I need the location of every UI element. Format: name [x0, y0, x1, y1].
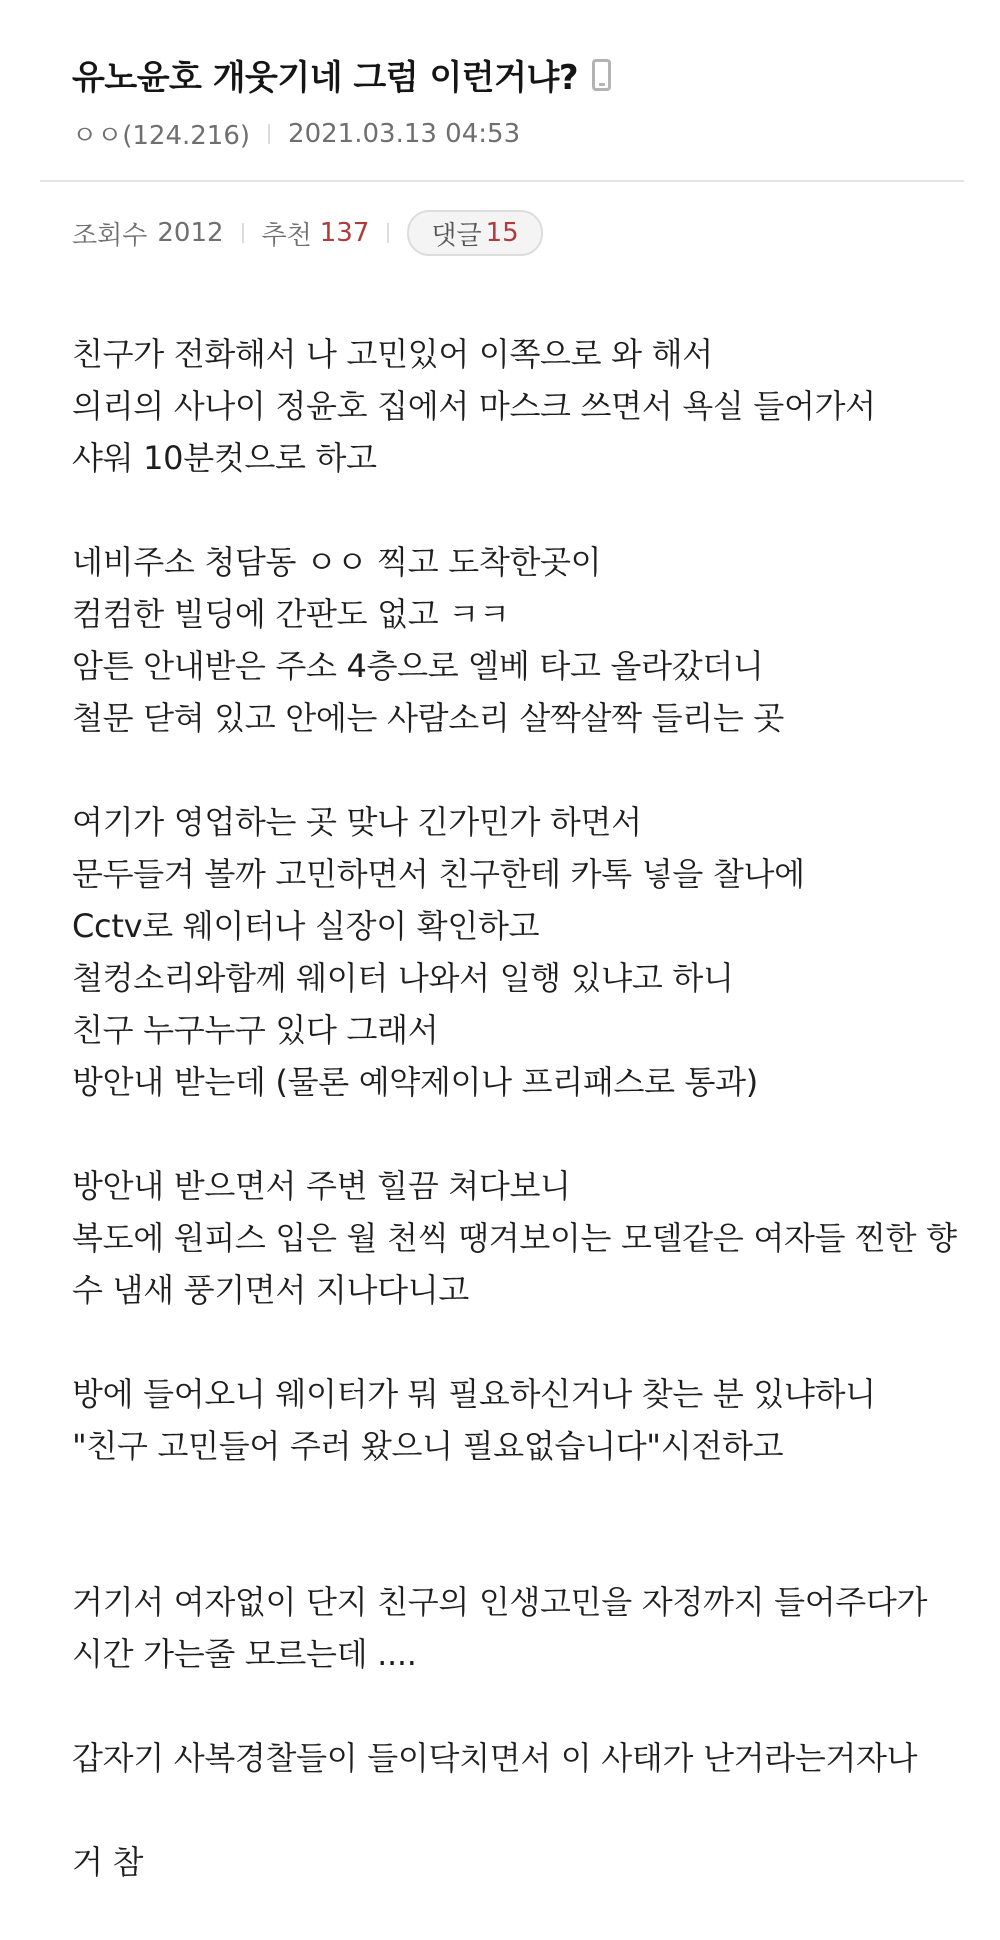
body-paragraph	[72, 1576, 952, 1680]
body-line: 거 참	[72, 1843, 144, 1881]
post-datetime: 2021.03.13 04:53	[288, 118, 521, 149]
stats-separator	[387, 223, 389, 243]
body-line: 갑자기 사복경찰들이 들이닥치면서 이 사태가 난거라는거자나	[72, 1739, 918, 1777]
meta-separator	[268, 124, 270, 144]
post-body	[72, 328, 957, 1940]
body-line: 여기가 영업하는 곳 맞나 긴가민가 하면서	[72, 803, 642, 841]
post-meta	[72, 115, 520, 152]
body-line: 문두들겨 볼까 고민하면서 친구한테 카톡 넣을 찰나에	[72, 855, 805, 893]
body-paragraph	[72, 796, 952, 1108]
body-line: 방안내 받는데 (물론 예약제이나 프리패스로 통과)	[72, 1063, 758, 1101]
body-line: 방에 들어오니 웨이터가 뭐 필요하신거나 찾는 분 있냐하니	[72, 1375, 876, 1413]
body-line: 시간 가는줄 모르는데 ....	[72, 1635, 417, 1673]
body-line: 복도에 원피스 입은 월 천씩 땡겨보이는 모델같은 여자들 찐한 향	[72, 1219, 957, 1257]
body-line: 친구 누구누구 있다 그래서	[72, 1011, 439, 1049]
stats-separator	[242, 223, 244, 243]
author-name[interactable]: ㅇㅇ(124.216)	[72, 121, 251, 151]
recommend-label: 추천	[261, 220, 312, 251]
body-line: 샤워 10분컷으로 하고	[72, 439, 377, 477]
body-line: 암튼 안내받은 주소 4층으로 엘베 타고 올라갔더니	[72, 647, 764, 685]
views-label: 조회수	[72, 220, 148, 251]
body-line: 의리의 사나이 정윤호 집에서 마스크 쓰면서 욕실 들어가서	[72, 387, 876, 425]
body-line: 수 냄새 풍기면서 지나다니고	[72, 1271, 469, 1309]
mobile-phone-icon	[592, 59, 611, 91]
recommend-count: 137	[319, 218, 370, 248]
post-title: 유노윤호 개웃기네 그럼 이런거냐?	[72, 58, 579, 98]
body-line: 거기서 여자없이 단지 친구의 인생고민을 자정까지 들어주다가	[72, 1583, 928, 1621]
body-line: 친구가 전화해서 나 고민있어 이쪽으로 와 해서	[72, 335, 713, 373]
comments-label: 댓글	[431, 220, 482, 251]
body-line: 방안내 받으면서 주변 힐끔 쳐다보니	[72, 1167, 571, 1205]
body-paragraph	[72, 1732, 952, 1784]
comments-button[interactable]	[407, 210, 542, 256]
body-paragraph	[72, 328, 952, 484]
comments-count: 15	[485, 218, 519, 248]
body-paragraph	[72, 1368, 952, 1472]
body-line: 컴컴한 빌딩에 간판도 없고 ㅋㅋ	[72, 595, 510, 633]
views-count: 2012	[157, 218, 224, 248]
post-stats	[72, 210, 543, 256]
post-title-row	[72, 50, 611, 99]
header-divider	[40, 180, 964, 182]
body-line: Cctv로 웨이터나 실장이 확인하고	[72, 907, 540, 945]
body-line: 철컹소리와함께 웨이터 나와서 일행 있냐고 하니	[72, 959, 734, 997]
body-line: "친구 고민들어 주러 왔으니 필요없습니다"시전하고	[72, 1427, 784, 1465]
body-line: 철문 닫혀 있고 안에는 사람소리 살짝살짝 들리는 곳	[72, 699, 784, 737]
body-paragraph	[72, 536, 952, 744]
body-paragraph	[72, 1836, 952, 1888]
body-paragraph	[72, 1160, 957, 1316]
body-line: 네비주소 청담동 ㅇㅇ 찍고 도착한곳이	[72, 543, 602, 581]
